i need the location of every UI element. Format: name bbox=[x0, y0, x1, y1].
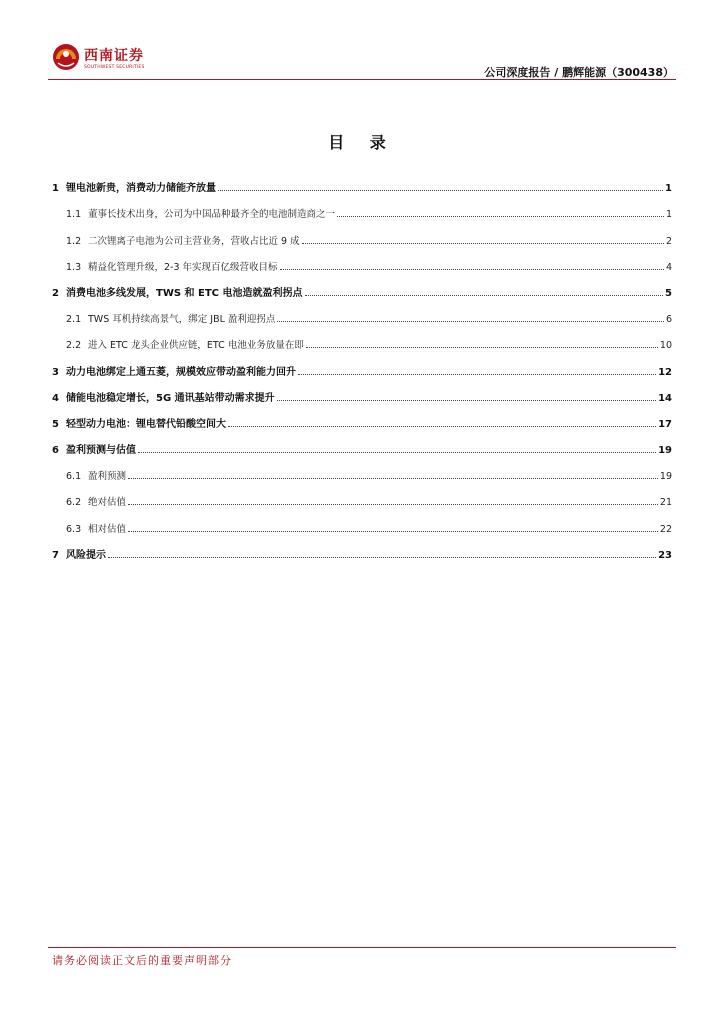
toc-heading: 目 录 bbox=[328, 133, 396, 152]
toc-entry-page-number: 1 bbox=[665, 183, 672, 195]
toc-entry-number: 6.3 bbox=[66, 523, 82, 535]
table-of-contents bbox=[52, 168, 672, 561]
toc-entry-label: 二次锂离子电池为公司主营业务，营收占比近 9 成 bbox=[88, 235, 300, 247]
toc-entry-number: 2.1 bbox=[66, 314, 82, 326]
toc-entry-number: 2 bbox=[52, 287, 59, 299]
toc-entry-chapter[interactable] bbox=[52, 351, 672, 377]
logo-chinese-name: 西南证券 bbox=[84, 48, 144, 64]
toc-entry-section[interactable] bbox=[52, 194, 672, 220]
toc-entry-number: 5 bbox=[52, 418, 59, 430]
toc-entry-chapter[interactable] bbox=[52, 430, 672, 456]
toc-entry-page-number: 17 bbox=[658, 418, 672, 430]
toc-entry-label: 动力电池绑定上通五菱，规模效应带动盈利能力回升 bbox=[66, 366, 296, 378]
toc-entry-label: 进入 ETC 龙头企业供应链，ETC 电池业务放量在即 bbox=[88, 340, 304, 352]
toc-leader-dots bbox=[277, 321, 664, 322]
toc-entry-page-number: 19 bbox=[659, 471, 672, 483]
toc-entry-page-number: 22 bbox=[659, 523, 672, 535]
toc-entry-label: 精益化管理升级，2-3 年实现百亿级营收目标 bbox=[88, 261, 278, 273]
toc-entry-page-number: 2 bbox=[665, 235, 672, 247]
toc-leader-dots bbox=[277, 400, 656, 401]
toc-entry-number: 1.1 bbox=[66, 209, 82, 221]
toc-entry-page-number: 12 bbox=[658, 366, 672, 378]
toc-entry-label: TWS 耳机持续高景气，绑定 JBL 盈利迎拐点 bbox=[88, 314, 276, 326]
toc-entry-label: 绝对估值 bbox=[88, 497, 127, 509]
toc-entry-number: 3 bbox=[52, 366, 59, 378]
logo-english-name: SOUTHWEST SECURITIES bbox=[84, 65, 145, 70]
toc-entry-section[interactable] bbox=[52, 325, 672, 351]
toc-leader-dots bbox=[108, 557, 656, 558]
toc-entry-label: 相对估值 bbox=[88, 523, 127, 535]
footer-disclaimer: 请务必阅读正文后的重要声明部分 bbox=[52, 954, 232, 967]
toc-entry-label: 消费电池多线发展，TWS 和 ETC 电池造就盈利拐点 bbox=[66, 287, 303, 299]
company-logo bbox=[52, 43, 152, 75]
toc-entry-page-number: 6 bbox=[665, 314, 672, 326]
toc-leader-dots bbox=[128, 531, 658, 532]
toc-entry-label: 锂电池新贵，消费动力储能齐放量 bbox=[66, 183, 216, 195]
toc-entry-number: 1 bbox=[52, 183, 59, 195]
toc-entry-page-number: 21 bbox=[659, 497, 672, 509]
toc-entry-number: 1.3 bbox=[66, 261, 82, 273]
report-header-title: 公司深度报告 / 鹏辉能源（300438） bbox=[484, 66, 674, 79]
toc-entry-page-number: 5 bbox=[665, 287, 672, 299]
toc-entry-section[interactable] bbox=[52, 456, 672, 482]
toc-entry-number: 6.1 bbox=[66, 471, 82, 483]
header-divider bbox=[48, 79, 676, 80]
toc-entry-chapter[interactable] bbox=[52, 404, 672, 430]
toc-leader-dots bbox=[228, 426, 656, 427]
toc-leader-dots bbox=[128, 504, 658, 505]
toc-leader-dots bbox=[138, 452, 656, 453]
toc-entry-number: 6.2 bbox=[66, 497, 82, 509]
toc-entry-label: 盈利预测 bbox=[88, 471, 127, 483]
toc-entry-chapter[interactable] bbox=[52, 535, 672, 561]
toc-entry-number: 1.2 bbox=[66, 235, 82, 247]
toc-entry-label: 储能电池稳定增长，5G 通讯基站带动需求提升 bbox=[66, 392, 275, 404]
toc-leader-dots bbox=[298, 374, 656, 375]
toc-leader-dots bbox=[302, 243, 664, 244]
toc-entry-chapter[interactable] bbox=[52, 168, 672, 194]
toc-entry-label: 轻型动力电池：锂电替代铅酸空间大 bbox=[66, 418, 226, 430]
toc-entry-chapter[interactable] bbox=[52, 378, 672, 404]
toc-leader-dots bbox=[305, 295, 664, 296]
toc-leader-dots bbox=[337, 216, 664, 217]
toc-entry-label: 董事长技术出身，公司为中国品种最齐全的电池制造商之一 bbox=[88, 209, 336, 221]
toc-entry-section[interactable] bbox=[52, 220, 672, 246]
toc-entry-page-number: 14 bbox=[658, 392, 672, 404]
footer-divider bbox=[48, 947, 676, 948]
toc-leader-dots bbox=[306, 347, 658, 348]
toc-entry-label: 风险提示 bbox=[66, 549, 106, 561]
toc-entry-number: 4 bbox=[52, 392, 59, 404]
toc-entry-section[interactable] bbox=[52, 299, 672, 325]
toc-leader-dots bbox=[218, 190, 663, 191]
toc-entry-page-number: 4 bbox=[665, 261, 672, 273]
toc-leader-dots bbox=[128, 478, 658, 479]
toc-entry-section[interactable] bbox=[52, 482, 672, 508]
toc-entry-page-number: 23 bbox=[658, 549, 672, 561]
toc-entry-number: 6 bbox=[52, 445, 59, 457]
toc-entry-label: 盈利预测与估值 bbox=[66, 445, 136, 457]
toc-entry-section[interactable] bbox=[52, 508, 672, 534]
toc-entry-page-number: 19 bbox=[658, 445, 672, 457]
toc-entry-section[interactable] bbox=[52, 247, 672, 273]
toc-entry-number: 7 bbox=[52, 549, 59, 561]
toc-leader-dots bbox=[280, 269, 664, 270]
toc-entry-number: 2.2 bbox=[66, 340, 82, 352]
toc-entry-page-number: 10 bbox=[659, 340, 672, 352]
toc-entry-chapter[interactable] bbox=[52, 273, 672, 299]
toc-entry-page-number: 1 bbox=[665, 209, 672, 221]
logo-emblem-icon bbox=[52, 43, 80, 71]
